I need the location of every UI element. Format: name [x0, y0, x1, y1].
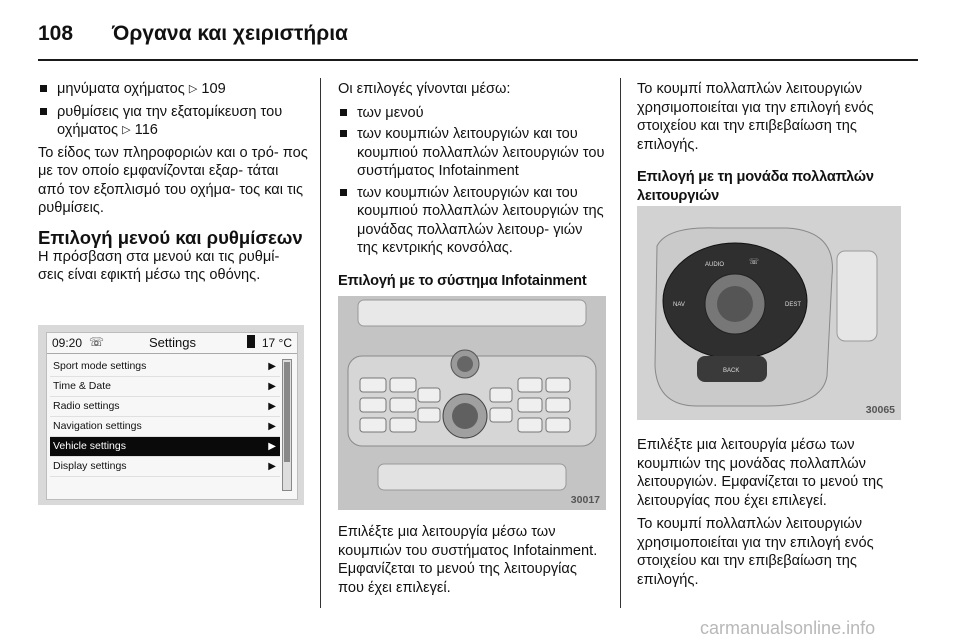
settings-display — [46, 332, 298, 500]
scrollbar[interactable] — [282, 359, 292, 491]
settings-menu-item[interactable] — [50, 457, 280, 477]
chevron-right-icon: ▶ — [268, 401, 276, 412]
column-1 — [38, 80, 308, 290]
dest-label: DEST — [785, 302, 802, 308]
settings-menu-item[interactable] — [50, 417, 280, 437]
list-item — [338, 184, 606, 258]
menu-item-label: Display settings — [53, 460, 127, 472]
chevron-right-icon: ▶ — [268, 361, 276, 372]
bullet-icon — [340, 130, 347, 137]
menu-item-label: Sport mode settings — [53, 360, 147, 372]
chevron-right-icon: ▶ — [268, 421, 276, 432]
phone-icon: ☏ — [89, 335, 105, 349]
figure-number: 30017 — [570, 494, 600, 506]
column-divider — [320, 78, 321, 608]
bullet-text: των κουμπιών λειτουργιών και του κουμπιού πολλαπλών λειτουργιών της μονάδας πολλαπλών λειτουρ- γιών της κεντρικής κονσόλας. — [357, 184, 604, 256]
paragraph: Το κουμπί πολλαπλών λειτουργιών χρησιμοποιείται για την επιλογή ενός στοιχείου και την επιβεβαίωση της επιλογής. — [637, 81, 874, 153]
paragraph: Το κουμπί πολλαπλών λειτουργιών χρησιμοποιείται για την επιλογή ενός στοιχείου και την επιβεβαίωση της επιλογής. — [637, 516, 874, 588]
section-heading — [637, 168, 903, 205]
menu-item-label: Time & Date — [53, 380, 111, 392]
menu-item-label: Radio settings — [53, 400, 120, 412]
audio-label: AUDIO — [705, 262, 725, 268]
page-ref-icon: ▷ — [122, 124, 131, 136]
temperature: 17 °C — [261, 336, 292, 350]
page-ref[interactable]: 116 — [134, 122, 158, 138]
screen-title: Settings — [149, 335, 196, 350]
settings-menu-item[interactable] — [50, 397, 280, 417]
settings-menu-item[interactable] — [50, 377, 280, 397]
phone-mute-icon: ☏ — [749, 257, 760, 266]
section-heading: Επιλογή με το σύστημα Infotainment — [338, 272, 587, 289]
paragraph: Επιλέξτε μια λειτουργία μέσω των κουμπιών του συστήματος Infotainment. Εμφανίζεται το μενού της λειτουργίας που έχει επιλεγεί. — [338, 524, 598, 596]
settings-menu-item[interactable] — [50, 357, 280, 377]
column-2 — [338, 80, 606, 300]
list-item — [338, 104, 606, 123]
page-ref-icon: ▷ — [188, 83, 198, 95]
menu-item-label: Navigation settings — [53, 420, 142, 432]
back-label: BACK — [723, 368, 740, 374]
column-2-bottom — [338, 523, 606, 602]
infotainment-panel-figure — [338, 296, 606, 510]
bullet-text: μηνύματα οχήματος — [57, 81, 185, 97]
paragraph: Το είδος των πληροφοριών και ο τρό- πος με τον οποίο εμφανίζονται εξαρ- τάται από τον εξοπλισμό του οχήμα- τος και τις ρυθμίσεις. — [38, 144, 308, 216]
nav-label: NAV — [673, 302, 685, 308]
settings-menu — [50, 357, 280, 477]
chevron-right-icon: ▶ — [268, 441, 276, 452]
column-divider — [620, 78, 621, 608]
bullet-icon — [40, 108, 47, 115]
list-item — [38, 103, 308, 141]
heading-line: Επιλογή με τη μονάδα πολλαπλών — [637, 169, 874, 185]
chevron-right-icon: ▶ — [268, 461, 276, 472]
paragraph: Επιλέξτε μια λειτουργία μέσω των κουμπιών της μονάδας πολλαπλών λειτουργιών. Εμφανίζεται το μενού της λειτουργίας που έχει επιλεγεί. — [637, 437, 884, 509]
bullet-text: οχήματος — [57, 122, 119, 138]
section-heading: Επιλογή μενού και ρυθμίσεων — [38, 226, 303, 248]
status-bar — [47, 333, 297, 354]
bullet-text: των μενού — [357, 104, 424, 121]
bullet-text: ρυθμίσεις για την εξατομίκευση του — [57, 103, 283, 120]
multifunction-unit-figure — [637, 206, 901, 420]
paragraph: Οι επιλογές γίνονται μέσω: — [338, 81, 511, 97]
infotainment-panel-illustration — [338, 296, 606, 510]
bullet-icon — [40, 85, 47, 92]
bullet-text: των κουμπιών λειτουργιών και του κουμπιού πολλαπλών λειτουργιών του συστήματος Infotainment — [357, 126, 605, 179]
figure-number: 30065 — [865, 404, 895, 416]
list-item — [38, 80, 308, 100]
settings-menu-item[interactable] — [50, 437, 280, 457]
scrollbar-thumb[interactable] — [284, 362, 290, 462]
page-number: 108 — [38, 22, 74, 45]
column-3 — [637, 80, 903, 215]
paragraph: Η πρόσβαση στα μενού και τις ρυθμί- σεις είναι εφικτή μέσω της οθόνης. — [38, 248, 280, 283]
watermark: carmanualsonline.info — [700, 618, 876, 638]
thermometer-icon — [247, 335, 255, 348]
column-3-bottom — [637, 436, 903, 594]
chevron-right-icon: ▶ — [268, 381, 276, 392]
multifunction-unit-illustration — [637, 206, 901, 420]
page-ref[interactable]: 109 — [201, 81, 226, 97]
clock: 09:20 — [52, 336, 83, 350]
bullet-icon — [340, 189, 347, 196]
settings-screen-figure — [38, 325, 304, 505]
list-item — [338, 125, 606, 181]
bullet-icon — [340, 109, 347, 116]
header-rule — [38, 59, 918, 61]
heading-line: λειτουργιών — [637, 187, 720, 204]
page-title: Όργανα και χειριστήρια — [112, 22, 348, 45]
menu-item-label: Vehicle settings — [53, 440, 126, 452]
